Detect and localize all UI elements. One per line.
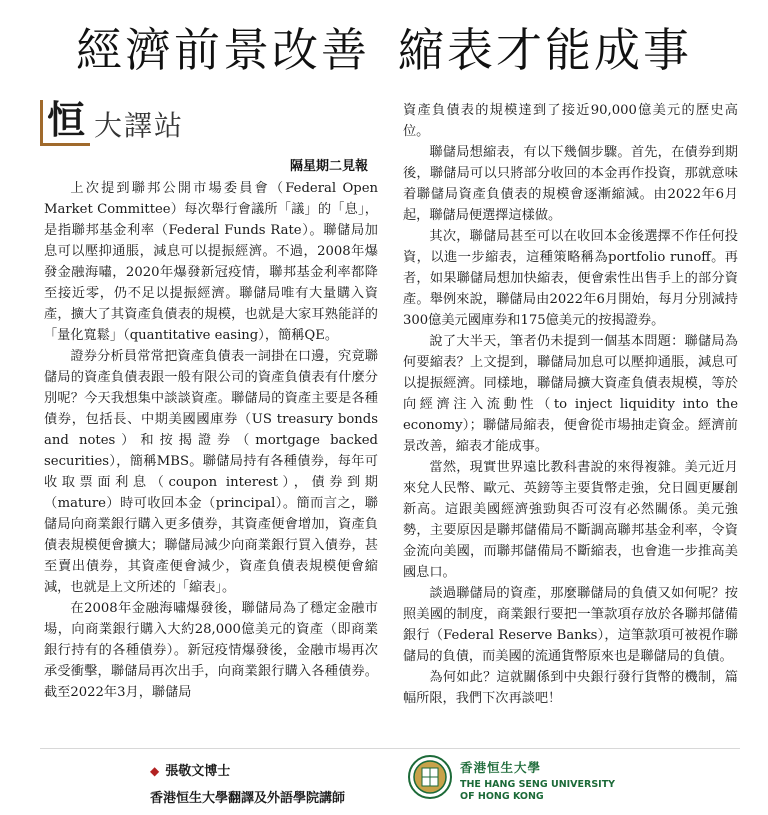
paragraph: 在2008年金融海嘯爆發後，聯儲局為了穩定金融市場，向商業銀行購入大約28,000億美元的資產（即商業銀行持有的各種債券）。新冠疫情爆發後，金融市場再次承受衝擊，聯儲局再次出手，向商業銀行購入各種債券。截至2022年3月，聯儲局: [44, 601, 378, 700]
column-logo: [40, 98, 184, 146]
university-name-en-line1: THE HANG SENG UNIVERSITY: [460, 779, 616, 790]
publication-schedule: 隔星期二見報: [290, 159, 369, 174]
paragraph: 其次，聯儲局甚至可以在收回本金後選擇不作任何投資，以進一步縮表，這種策略稱為portfolio runoff。再者，如果聯儲局想加快縮表，便會索性出售手上的部分資產。舉例來說，聯儲局由2022年6月開始，每月分別減持300億美元國庫券和175億美元的按揭證券。: [403, 229, 738, 328]
paragraph: 聯儲局想縮表，有以下幾個步驟。首先，在債券到期後，聯儲局可以只將部分收回的本金再作投資，那就意味着聯儲局資產負債表的規模會逐漸縮減。由2022年6月起，聯儲局便選擇這樣做。: [403, 145, 738, 223]
paragraph: 當然，現實世界遠比教科書說的來得複雜。美元近月來兌人民幣、歐元、英鎊等主要貨幣走強，兌日圓更屢創新高。這跟美國經濟強勁與否可沒有必然關係。美元強勢，主要原因是聯邦儲備局不斷調高聯邦基金利率，令資金流向美國，而聯邦儲備局不斷縮表，也會進一步推高美國息口。: [403, 460, 738, 580]
university-crest-icon: [408, 755, 452, 799]
author-name: 張敬文博士: [165, 764, 231, 779]
diamond-bullet-icon: ◆: [150, 764, 160, 778]
university-name-en-line2: OF HONG KONG: [460, 791, 544, 802]
article-column-left: [44, 178, 378, 703]
article-column-right: [403, 100, 738, 709]
column-logo-mark: 恒: [40, 100, 90, 146]
university-name-block: [460, 758, 615, 803]
headline-part1: 經濟前景改善: [76, 23, 370, 77]
column-logo-name: 大譯站: [94, 109, 185, 142]
paragraph-continuation: 資產負債表的規模達到了接近90,000億美元的歷史高位。: [403, 103, 738, 139]
footer-divider: [40, 748, 740, 749]
paragraph: 談過聯儲局的資產，那麼聯儲局的負債又如何呢？按照美國的制度，商業銀行要把一筆款項存放於各聯邦儲備銀行（Federal Reserve Banks），這筆款項可被視作聯儲局的負債，而美國的流通貨幣原來也是聯儲局的負債。: [403, 586, 738, 664]
headline: [0, 22, 768, 78]
paragraph: 上次提到聯邦公開市場委員會（Federal Open Market Committee）每次舉行會議所「議」的「息」，是指聯邦基金利率（Federal Funds Rate）。聯儲局加息可以壓抑通脹，減息可以提振經濟。不過，2008年爆發金融海嘯，2020年爆發新冠疫情，聯邦基金利率都降至接近零，仍不足以提振經濟。聯儲局唯有大量購入資產，擴大了其資產負債表的規模，也就是大家耳熟能詳的「量化寬鬆」（quantitative easing），簡稱QE。: [44, 181, 378, 343]
paragraph: 證券分析員常常把資產負債表一詞掛在口邊，究竟聯儲局的資產負債表跟一般有限公司的資產負債表有什麼分別呢？今天我想集中談談資產。聯儲局的資產主要是各種債券，包括長、中期美國國庫券（US treasury bonds and notes）和按揭證券（mortgage backed securities），簡稱MBS。聯儲局持有各種債券，每年可收取票面利息（coupon interest），債券到期（mature）時可收回本金（principal）。簡而言之，聯儲局向商業銀行購入更多債券，其資產便會增加，資產負債表規模便會擴大；聯儲局減少向商業銀行買入債券，甚至賣出債券，其資產便會減少，資產負債表規模便會縮減，也就是上文所述的「縮表」。: [44, 349, 378, 595]
paragraph: 為何如此？這就關係到中央銀行發行貨幣的機制，篇幅所限，我們下次再談吧！: [403, 670, 738, 706]
author-block: [150, 760, 345, 806]
paragraph: 說了大半天，筆者仍未提到一個基本問題：聯儲局為何要縮表？上文提到，聯儲局加息可以壓抑通脹，減息可以提振經濟。同樣地，聯儲局擴大資產負債表規模，等於向經濟注入流動性（to inject liquidity into the economy）；聯儲局縮表，便會從市場抽走資金。經濟前景改善，縮表才能成事。: [403, 334, 738, 454]
author-title: 香港恒生大學翻譯及外語學院講師: [150, 791, 346, 806]
headline-part2: 縮表才能成事: [398, 23, 692, 77]
university-name-zh: 香港恒生大學: [460, 760, 542, 775]
